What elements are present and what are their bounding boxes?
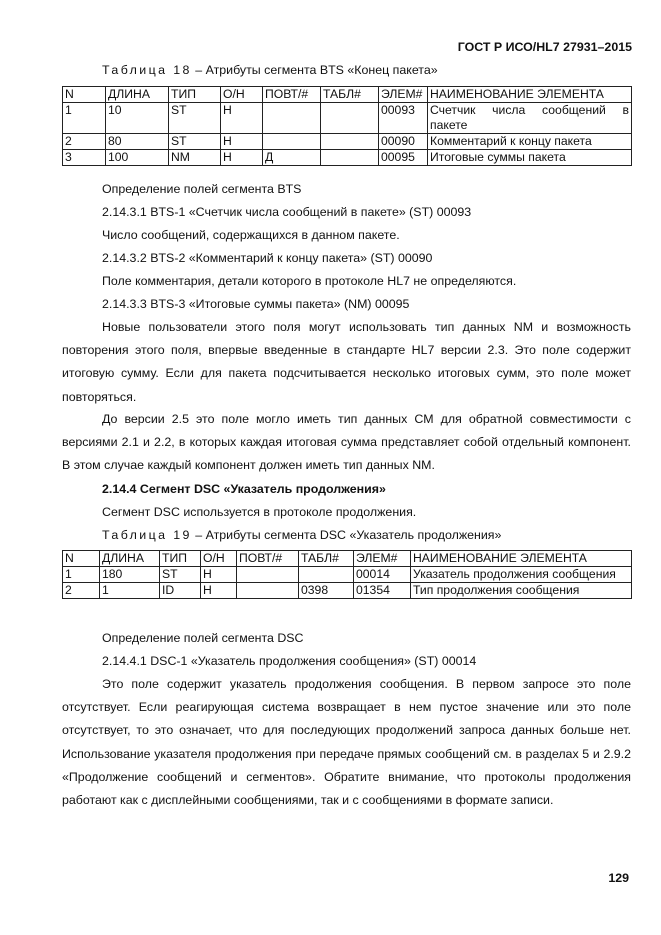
cell: Н bbox=[221, 134, 263, 150]
col-name: НАИМЕНОВАНИЕ ЭЛЕМЕНТА bbox=[428, 87, 632, 103]
cell: Комментарий к концу пакета bbox=[428, 134, 632, 150]
table-18-header-row bbox=[63, 87, 632, 103]
cell: 01354 bbox=[354, 583, 411, 599]
cell: 00095 bbox=[379, 150, 428, 166]
cell: ST bbox=[169, 134, 221, 150]
bts-1-title: 2.14.3.1 BTS-1 «Счетчик числа сообщений в пакете» (ST) 00093 bbox=[102, 205, 472, 219]
cell: Счетчик числа сообщений в пакете bbox=[428, 103, 632, 134]
table-19-label: Таблица 19 bbox=[102, 528, 192, 542]
cell bbox=[263, 103, 321, 134]
dsc-intro: Сегмент DSC используется в протоколе продолжения. bbox=[102, 505, 417, 519]
cell: ST bbox=[160, 567, 201, 583]
col-type: ТИП bbox=[169, 87, 221, 103]
table-row bbox=[63, 150, 632, 166]
table-19-title: – Атрибуты сегмента DSC «Указатель продолжения» bbox=[195, 528, 502, 542]
table-19-caption bbox=[102, 528, 501, 543]
cell: ID bbox=[160, 583, 201, 599]
table-18-caption bbox=[102, 63, 438, 78]
cell: 180 bbox=[100, 567, 160, 583]
cell: Указатель продолжения сообщения bbox=[411, 567, 632, 583]
cell bbox=[321, 103, 379, 134]
col-length: ДЛИНА bbox=[100, 551, 160, 567]
cell bbox=[321, 134, 379, 150]
table-19-header-row bbox=[63, 551, 632, 567]
cell: 0398 bbox=[299, 583, 354, 599]
col-name: НАИМЕНОВАНИЕ ЭЛЕМЕНТА bbox=[411, 551, 632, 567]
cell: ST bbox=[169, 103, 221, 134]
col-opt: О/Н bbox=[221, 87, 263, 103]
cell bbox=[299, 567, 354, 583]
cell: 2 bbox=[63, 134, 106, 150]
cell: 00093 bbox=[379, 103, 428, 134]
cell: 1 bbox=[63, 567, 100, 583]
bts-3-paragraph-1: Новые пользователи этого поля могут использовать тип данных NM и возможность повторения этого поля, впервые введенные в стандарте HL7 версии 2.3. Это поле содержит итоговую сумму. Если для пакета подсчитывается несколько итоговых сумм, это поле может повторяться. bbox=[62, 320, 631, 404]
table-19 bbox=[62, 550, 632, 599]
dsc-definition-heading: Определение полей сегмента DSC bbox=[102, 631, 304, 645]
table-row bbox=[63, 567, 632, 583]
cell: 10 bbox=[106, 103, 169, 134]
col-table: ТАБЛ# bbox=[299, 551, 354, 567]
col-n: N bbox=[63, 551, 100, 567]
bts-2-text: Поле комментария, детали которого в протоколе HL7 не определяются. bbox=[102, 274, 517, 288]
cell: 2 bbox=[63, 583, 100, 599]
col-opt: О/Н bbox=[201, 551, 237, 567]
cell: 1 bbox=[63, 103, 106, 134]
cell: 00014 bbox=[354, 567, 411, 583]
bts-3-title: 2.14.3.3 BTS-3 «Итоговые суммы пакета» (NM) 00095 bbox=[102, 297, 410, 311]
cell: Итоговые суммы пакета bbox=[428, 150, 632, 166]
cell: 100 bbox=[106, 150, 169, 166]
cell: Тип продолжения сообщения bbox=[411, 583, 632, 599]
table-18 bbox=[62, 86, 632, 166]
col-repeat: ПОВТ/# bbox=[263, 87, 321, 103]
cell: 00090 bbox=[379, 134, 428, 150]
bts-1-text: Число сообщений, содержащихся в данном пакете. bbox=[102, 228, 400, 242]
cell: Д bbox=[263, 150, 321, 166]
cell: Н bbox=[221, 150, 263, 166]
col-n: N bbox=[63, 87, 106, 103]
cell bbox=[321, 150, 379, 166]
bts-3-paragraph-2: До версии 2.5 это поле могло иметь тип данных CM для обратной совместимости с версиями 2.1 и 2.2, в которых каждая итоговая сумма представляет собой отдельный компонент. В этом случае каждый компонент должен иметь тип данных NM. bbox=[62, 412, 631, 473]
cell bbox=[237, 583, 299, 599]
dsc-1-title: 2.14.4.1 DSC-1 «Указатель продолжения сообщения» (ST) 00014 bbox=[102, 654, 477, 668]
cell: 3 bbox=[63, 150, 106, 166]
cell: 80 bbox=[106, 134, 169, 150]
cell: Н bbox=[221, 103, 263, 134]
document-code: ГОСТ Р ИСО/HL7 27931–2015 bbox=[457, 40, 632, 54]
col-type: ТИП bbox=[160, 551, 201, 567]
cell: NM bbox=[169, 150, 221, 166]
cell bbox=[237, 567, 299, 583]
col-element: ЭЛЕМ# bbox=[354, 551, 411, 567]
table-18-title: – Атрибуты сегмента BTS «Конец пакета» bbox=[195, 63, 438, 77]
table-row bbox=[63, 583, 632, 599]
cell bbox=[263, 134, 321, 150]
cell: 1 bbox=[100, 583, 160, 599]
col-length: ДЛИНА bbox=[106, 87, 169, 103]
bts-definition-heading: Определение полей сегмента BTS bbox=[102, 182, 302, 196]
dsc-1-paragraph: Это поле содержит указатель продолжения сообщения. В первом запросе это поле отсутствует. Если реагирующая система возвращает в нем пустое значение или это поле отсутствует, то это означает, что для последующих продолжений запроса данных больше нет. Использование указателя продолжения при передаче прямых сообщений см. в разделах 5 и 2.9.2 «Продолжение сообщений и сегментов». Обратите внимание, что протоколы продолжения работают как с дисплейными сообщениями, так и с сообщениями в формате записи. bbox=[62, 677, 631, 808]
cell: Н bbox=[201, 583, 237, 599]
cell: Н bbox=[201, 567, 237, 583]
col-table: ТАБЛ# bbox=[321, 87, 379, 103]
bts-2-title: 2.14.3.2 BTS-2 «Комментарий к концу пакета» (ST) 00090 bbox=[102, 251, 433, 265]
table-18-label: Таблица 18 bbox=[102, 63, 192, 77]
col-repeat: ПОВТ/# bbox=[237, 551, 299, 567]
table-row bbox=[63, 134, 632, 150]
page-number: 129 bbox=[608, 871, 629, 885]
dsc-section-heading: 2.14.4 Сегмент DSC «Указатель продолжения» bbox=[102, 482, 386, 496]
table-row bbox=[63, 103, 632, 134]
col-element: ЭЛЕМ# bbox=[379, 87, 428, 103]
